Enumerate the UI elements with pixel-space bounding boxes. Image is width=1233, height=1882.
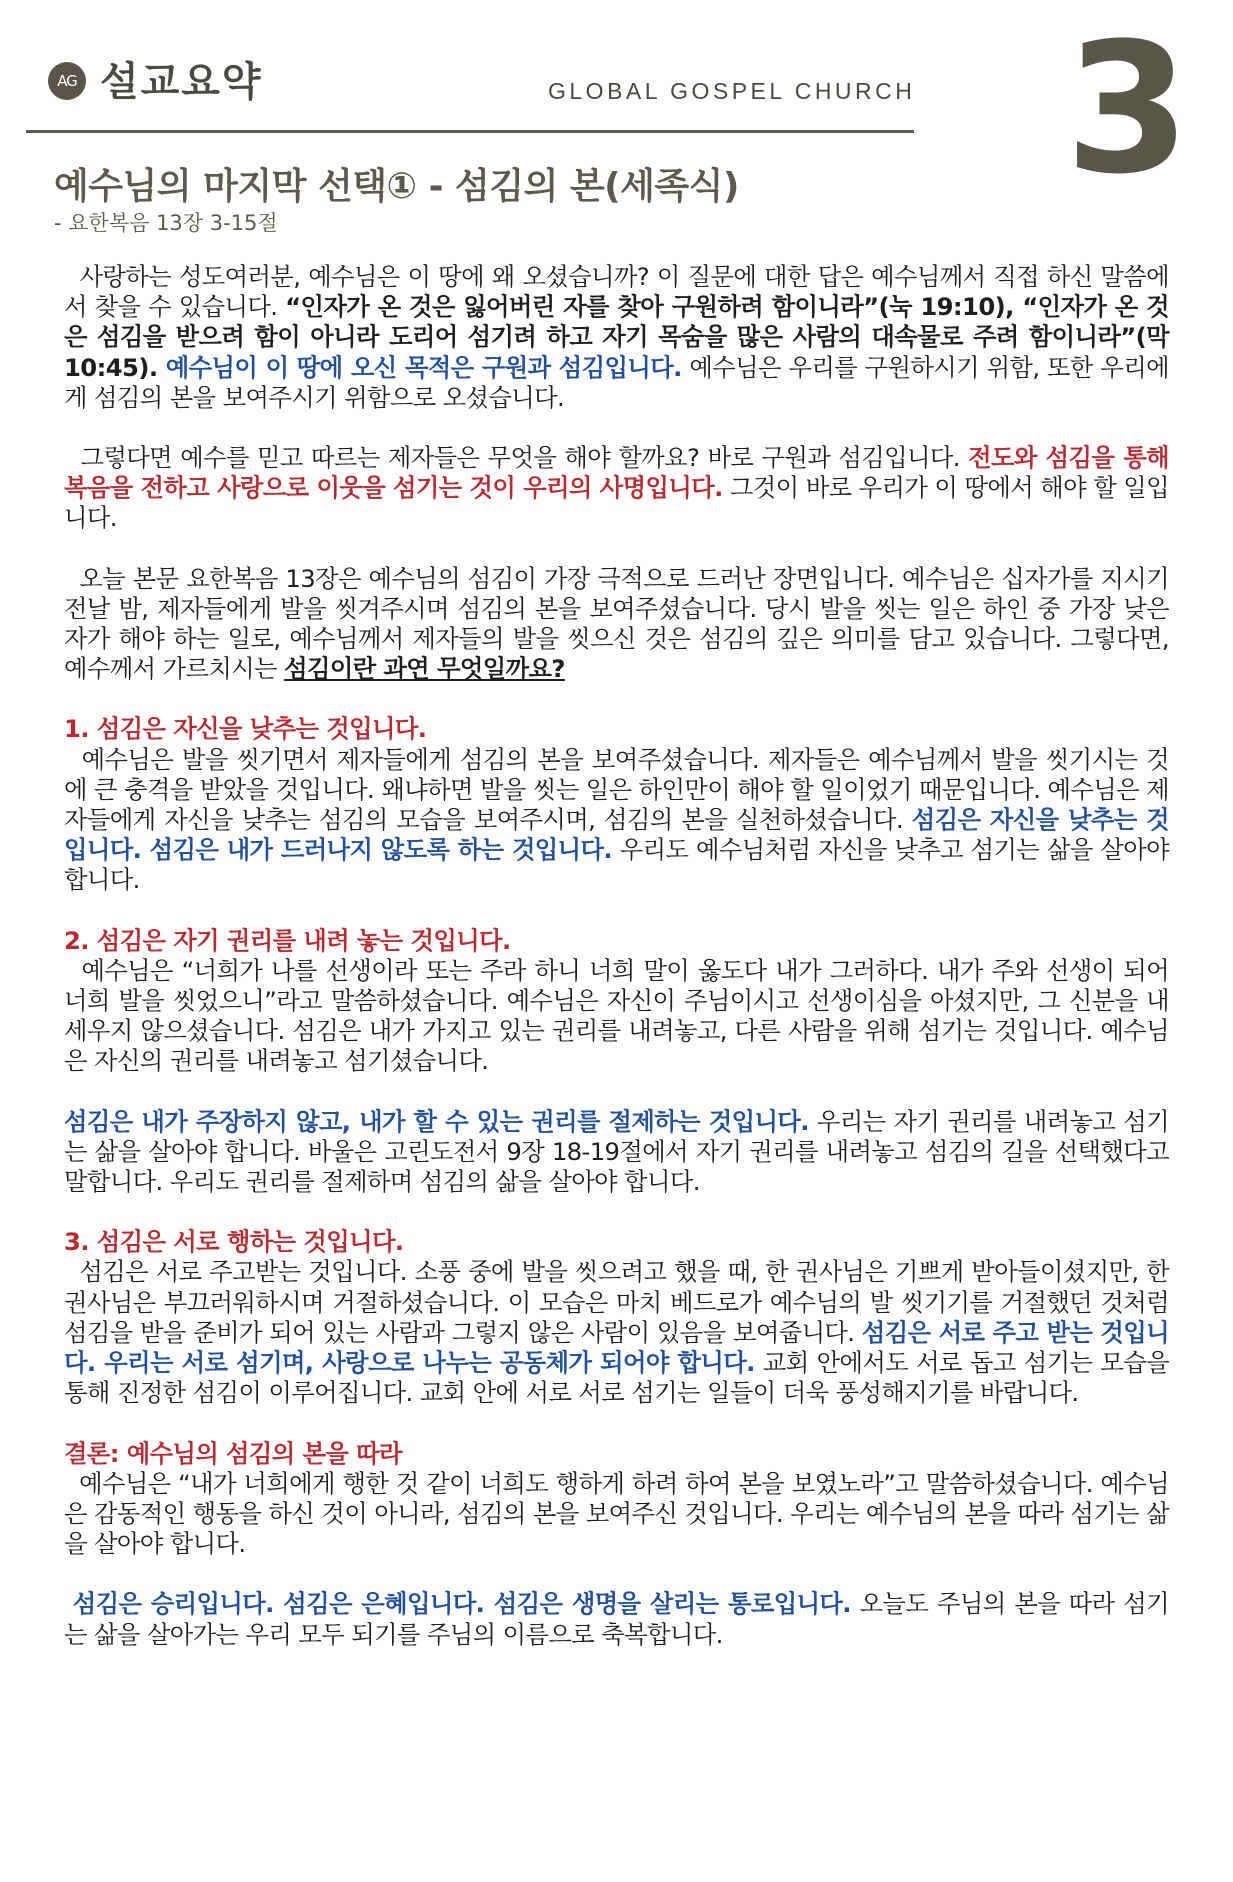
section-body-2b: 섬김은 내가 주장하지 않고, 내가 할 수 있는 권리를 절제하는 것입니다. 우리는 자기 권리를 내려놓고 섬기는 삶을 살아야 합니다. 바울은 고린도전서 9장 18-19절에서 자기 권리를 내려놓고 섬김의 길을 선택했다고 말합니다. 우리도 권리를 절제하며 섬김의 삶을 살아야 합니다. <box>64 1106 1169 1197</box>
scripture-reference: - 요한복음 13장 3-15절 <box>54 211 278 235</box>
page-title: 설교요약 <box>100 59 263 105</box>
church-logo-icon: AG <box>48 62 86 100</box>
section-heading-2: 2. 섬김은 자기 권리를 내려 놓는 것입니다. <box>64 925 511 955</box>
section-heading-1: 1. 섬김은 자신을 낮추는 것입니다. <box>64 714 427 744</box>
section-heading-3: 3. 섬김은 서로 행하는 것입니다. <box>64 1227 404 1257</box>
paragraph-text-intro: 오늘 본문 요한복음 13장은 예수님의 섬김이 가장 극적으로 드러난 장면입니다. 예수님은 십자가를 지시기 전날 밤, 제자들에게 발을 씻겨주시며 섬김의 본을 보여주셨습니다. 당시 발을 씻는 일은 하인 중 가장 낮은 자가 해야 하는 일로, 예수님께서 제자들의 발을 씻으신 것은 섬김의 깊은 의미를 담고 있습니다. 그렇다면, 예수께서 가르치시는 섬김이란 과연 무엇일까요? <box>64 563 1169 684</box>
section-body-2: 예수님은 “너희가 나를 선생이라 또는 주라 하니 너희 말이 옳도다 내가 그러하다. 내가 주와 선생이 되어 너희 발을 씻었으니”라고 말씀하셨습니다. 예수님은 자신이 주님이시고 선생이심을 아셨지만, 그 신분을 내세우지 않으셨습니다. 섬김은 내가 가지고 있는 권리를 내려놓고, 다른 사람을 위해 섬기는 것입니다. 예수님은 자신의 권리를 내려놓고 섬기셨습니다. <box>64 955 1169 1076</box>
section-body-1: 예수님은 발을 씻기면서 제자들에게 섬김의 본을 보여주셨습니다. 제자들은 예수님께서 발을 씻기시는 것에 큰 충격을 받았을 것입니다. 왜냐하면 발을 씻는 일은 하인만이 해야 할 일이었기 때문입니다. 예수님은 제자들에게 자신을 낮추는 섬김의 모습을 보여주시며, 섬김의 본을 실천하셨습니다. 섬김은 자신을 낮추는 것입니다. 섬김은 내가 드러나지 않도록 하는 것입니다. 우리도 예수님처럼 자신을 낮추고 섬기는 삶을 살아야 합니다. <box>64 744 1169 895</box>
bible-quote: “인자가 온 것은 잃어버린 자를 찾아 구원하려 함이니라”(눅 19:10), “인자가 온 것은 섬김을 받으려 함이 아니라 도리어 섬기려 하고 자기 목숨을 많은 사람의 대속물로 주려 함이니라”(막 10:45). <box>64 292 1169 382</box>
closing-blessing: 섬김은 승리입니다. 섬김은 은혜입니다. 섬김은 생명을 살리는 통로입니다. 오늘도 주님의 본을 따라 섬기는 삶을 살아가는 우리 모두 되기를 주님의 이름으로 축복합니다. <box>64 1589 1170 1649</box>
paragraph-mission: 그렇다면 예수를 믿고 따르는 제자들은 무엇을 해야 할까요? 바로 구원과 섬김입니다. 전도와 섬김을 통해 복음을 전하고 사랑으로 이웃을 섬기는 것이 우리의 사명입니다. 그것이 바로 우리가 이 땅에서 해야 할 일입니다. <box>64 443 1169 533</box>
section-body-3: 섬김은 서로 주고받는 것입니다. 소풍 중에 발을 씻으려고 했을 때, 한 권사님은 기쁘게 받아들이셨지만, 한 권사님은 부끄러워하시며 거절하셨습니다. 이 모습은 마치 베드로가 예수님의 발 씻기기를 거절했던 것처럼 섬김을 받을 준비가 되어 있는 사람과 그렇지 않은 사람이 있음을 보여줍니다. 섬김은 서로 주고 받는 것입니다. 우리는 서로 섬기며, 사랑으로 나누는 공동체가 되어야 합니다. 교회 안에서도 서로 돕고 섬기는 모습을 통해 진정한 섬김이 이루어집니다. 교회 안에 서로 서로 섬기는 일들이 더욱 풍성해지기를 바랍니다. <box>64 1257 1170 1408</box>
highlight-blue: 섬김은 자신을 낮추는 것입니다. 섬김은 내가 드러나지 않도록 하는 것입니다. <box>64 805 1169 865</box>
underlined-question: 섬김이란 과연 무엇일까요? <box>284 654 565 684</box>
highlight-blue: 섬김은 내가 주장하지 않고, 내가 할 수 있는 권리를 절제하는 것입니다. <box>64 1106 809 1136</box>
highlight-blue: 예수님이 이 땅에 오신 목적은 구원과 섬김입니다. <box>157 352 682 382</box>
church-name: GLOBAL GOSPEL CHURCH <box>548 78 916 104</box>
sermon-body <box>64 262 1169 1650</box>
highlight-red: 전도와 섬김을 통해 복음을 전하고 사랑으로 이웃을 섬기는 것이 우리의 사명입니다. <box>64 443 1169 503</box>
highlight-blue: 섬김은 서로 주고 받는 것입니다. 우리는 서로 섬기며, 사랑으로 나누는 공동체가 되어야 합니다. <box>64 1317 1169 1378</box>
conclusion-body: 예수님은 “내가 너희에게 행한 것 같이 너희도 행하게 하려 하여 본을 보였노라”고 말씀하셨습니다. 예수님은 감동적인 행동을 하신 것이 아니라, 섬김의 본을 보여주신 것입니다. 우리는 예수님의 본을 따라 섬기는 삶을 살아야 합니다. <box>64 1468 1169 1559</box>
paragraph-intro: 사랑하는 성도여러분, 예수님은 이 땅에 왜 오셨습니까? 이 질문에 대한 답은 예수님께서 직접 하신 말씀에서 찾을 수 있습니다. “인자가 온 것은 잃어버린 자를 찾아 구원하려 함이니라”(눅 19:10), “인자가 온 것은 섬김을 받으려 함이 아니라 도리어 섬기려 하고 자기 목숨을 많은 사람의 대속물로 주려 함이니라”(막 10:45). 예수님이 이 땅에 오신 목적은 구원과 섬김입니다. 예수님은 우리를 구원하시기 위함, 또한 우리에게 섬김의 본을 보여주시기 위함으로 오셨습니다. <box>64 262 1170 412</box>
highlight-blue: 섬김은 승리입니다. 섬김은 은혜입니다. 섬김은 생명을 살리는 통로입니다. <box>72 1589 851 1619</box>
header-divider <box>26 130 914 133</box>
conclusion-heading: 결론: 예수님의 섬김의 본을 따라 <box>64 1438 402 1468</box>
sermon-title: 예수님의 마지막 선택① - 섬김의 본(세족식) <box>54 166 739 207</box>
issue-number: 3 <box>1065 5 1191 214</box>
